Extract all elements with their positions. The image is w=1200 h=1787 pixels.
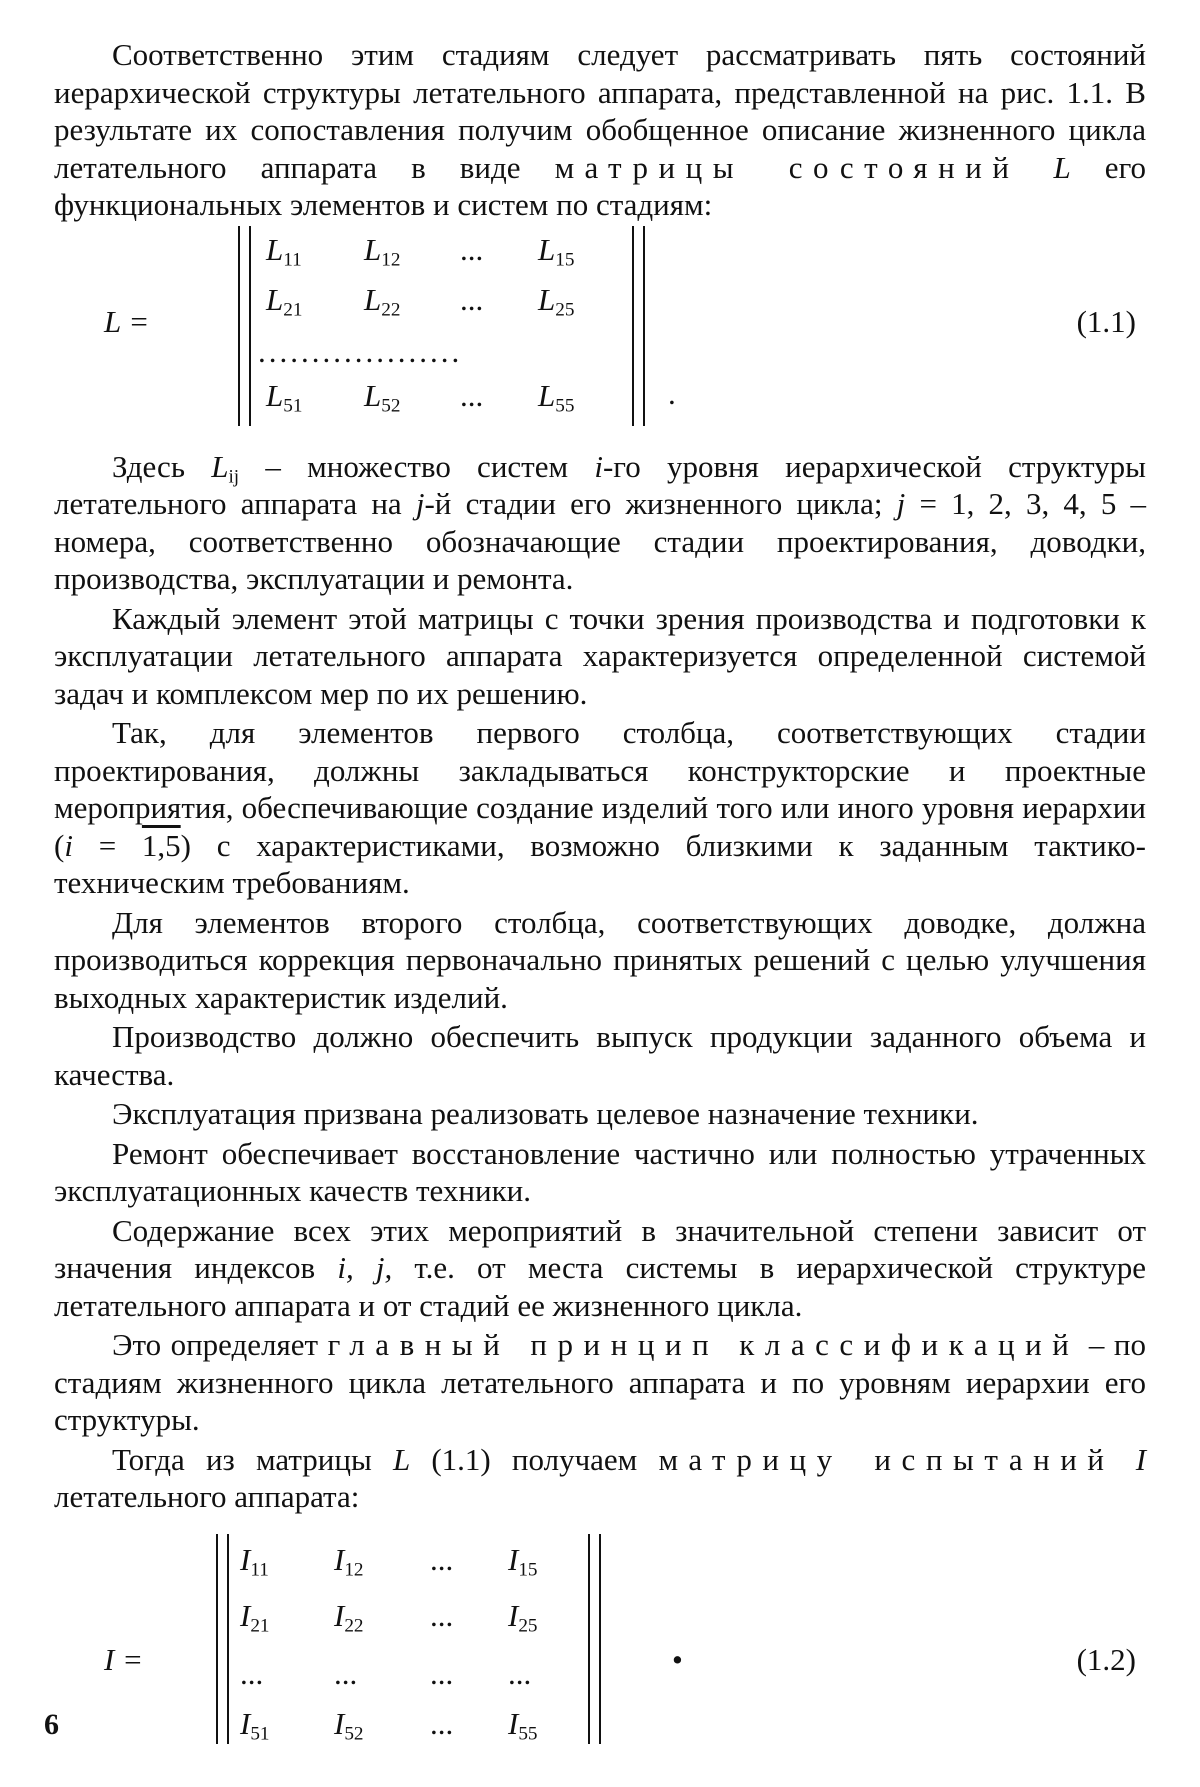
formula-1-2 — [54, 1534, 1146, 1744]
paragraph: Здесь $L_{ij}$ – множество систем i-го уровня иерархической структуры летательного аппарата на j-й стадии его жизненного цикла; j = 1, 2, 3, 4, 5 – номера, соответственно обозначающие стадии проектирования, доводки, производства, эксплуатации и ремонта. — [54, 448, 1146, 596]
matrix-cell: $I_{21}$ — [240, 1597, 270, 1636]
matrix-cell: ... — [460, 231, 484, 267]
matrix-cell: $I_{52}$ — [334, 1705, 364, 1744]
formula-lhs: L = — [104, 303, 150, 339]
paragraph: Производство должно обеспечить выпуск продукции заданного объема и качества. — [54, 1019, 1146, 1092]
formula-trailing-dot: . — [668, 375, 676, 411]
matrix-cell: $L_{21}$ — [266, 281, 303, 320]
paragraph: Каждый элемент этой матрицы с точки зрения производства и подготовки к эксплуатации летательного аппарата характеризуется определенной системой задач и комплексом мер по их решению. — [54, 600, 1146, 711]
paragraph: Тогда из матрицы L (1.1) получаем матрицу испытаний I летательного аппарата: — [54, 1441, 1147, 1514]
matrix-L — [238, 226, 648, 426]
paragraph: Для элементов второго столбца, соответствующих доводке, должна производиться коррекция первоначально принятых решений с целью улучшения выходных характеристик изделий. — [54, 904, 1146, 1015]
formula-lhs: I = — [104, 1641, 143, 1677]
matrix-cell: $L_{11}$ — [266, 231, 302, 270]
matrix-cell: ... — [240, 1655, 264, 1691]
paragraph: Ремонт обеспечивает восстановление частично или полностью утраченных эксплуатационных качеств техники. — [54, 1135, 1146, 1208]
matrix-cell: ... — [430, 1597, 454, 1633]
matrix-cell: $L_{25}$ — [538, 281, 575, 320]
formula-trailing-dot: • — [672, 1641, 683, 1677]
equation-number: (1.1) — [1076, 303, 1136, 339]
paragraph: Так, для элементов первого столбца, соответствующих стадии проектирования, должны закладываться конструкторские и проектные мероприятия, обеспечивающие создание изделий того или иного уровня иерархии (i = 1,5) с характеристиками, возможно близкими к заданным тактико-техническим требованиям. — [54, 715, 1146, 900]
matrix-cell: $L_{52}$ — [364, 377, 401, 416]
matrix-cell: ... — [430, 1655, 454, 1691]
matrix-cell: $L_{15}$ — [538, 231, 575, 270]
matrix-left-bar — [238, 226, 251, 426]
page-number: 6 — [44, 1708, 59, 1741]
formula-1-1 — [54, 226, 1146, 436]
matrix-cell: $I_{12}$ — [334, 1541, 364, 1580]
matrix-cell: ... — [430, 1705, 454, 1741]
matrix-cell: $L_{22}$ — [364, 281, 401, 320]
equation-number: (1.2) — [1076, 1641, 1136, 1677]
matrix-cell: ... — [430, 1541, 454, 1577]
matrix-cell: $I_{22}$ — [334, 1597, 364, 1636]
paragraph: Это определяет главный принцип классификаций – по стадиям жизненного цикла летательного аппарата и по уровням иерархии его структуры. — [54, 1327, 1146, 1437]
matrix-cell: $L_{55}$ — [538, 377, 575, 416]
matrix-right-bar — [632, 226, 645, 426]
matrix-cell: $I_{51}$ — [240, 1705, 270, 1744]
matrix-cell: ... — [460, 281, 484, 317]
page-body — [54, 36, 1146, 1744]
paragraph: Содержание всех этих мероприятий в значительной степени зависит от значения индексов i, j, т.е. от места системы в иерархической структуре летательного аппарата и от стадий ее жизненного цикла. — [54, 1212, 1147, 1323]
matrix-right-bar — [588, 1534, 601, 1744]
matrix-cell: $L_{51}$ — [266, 377, 303, 416]
matrix-I — [216, 1534, 604, 1744]
paragraph: Соответственно этим стадиям следует рассматривать пять состояний иерархической структуры летательного аппарата, представленной на рис. 1.1. В результате их сопоставления получим обобщенное описание жизненного цикла летательного аппарата в виде матрицы состояний L его функциональных элементов и систем по стадиям: — [54, 37, 1147, 222]
matrix-cell: ... — [334, 1655, 358, 1691]
matrix-cell: $I_{55}$ — [508, 1705, 538, 1744]
matrix-cell: ... — [460, 377, 484, 413]
matrix-cell: $I_{15}$ — [508, 1541, 538, 1580]
matrix-dotted-row: ................... — [258, 333, 463, 369]
matrix-cell: $I_{25}$ — [508, 1597, 538, 1636]
matrix-cell: $L_{12}$ — [364, 231, 401, 270]
paragraph: Эксплуатация призвана реализовать целевое назначение техники. — [112, 1096, 979, 1131]
matrix-cell: ... — [508, 1655, 532, 1691]
matrix-cell: $I_{11}$ — [240, 1541, 269, 1580]
matrix-left-bar — [216, 1534, 229, 1744]
